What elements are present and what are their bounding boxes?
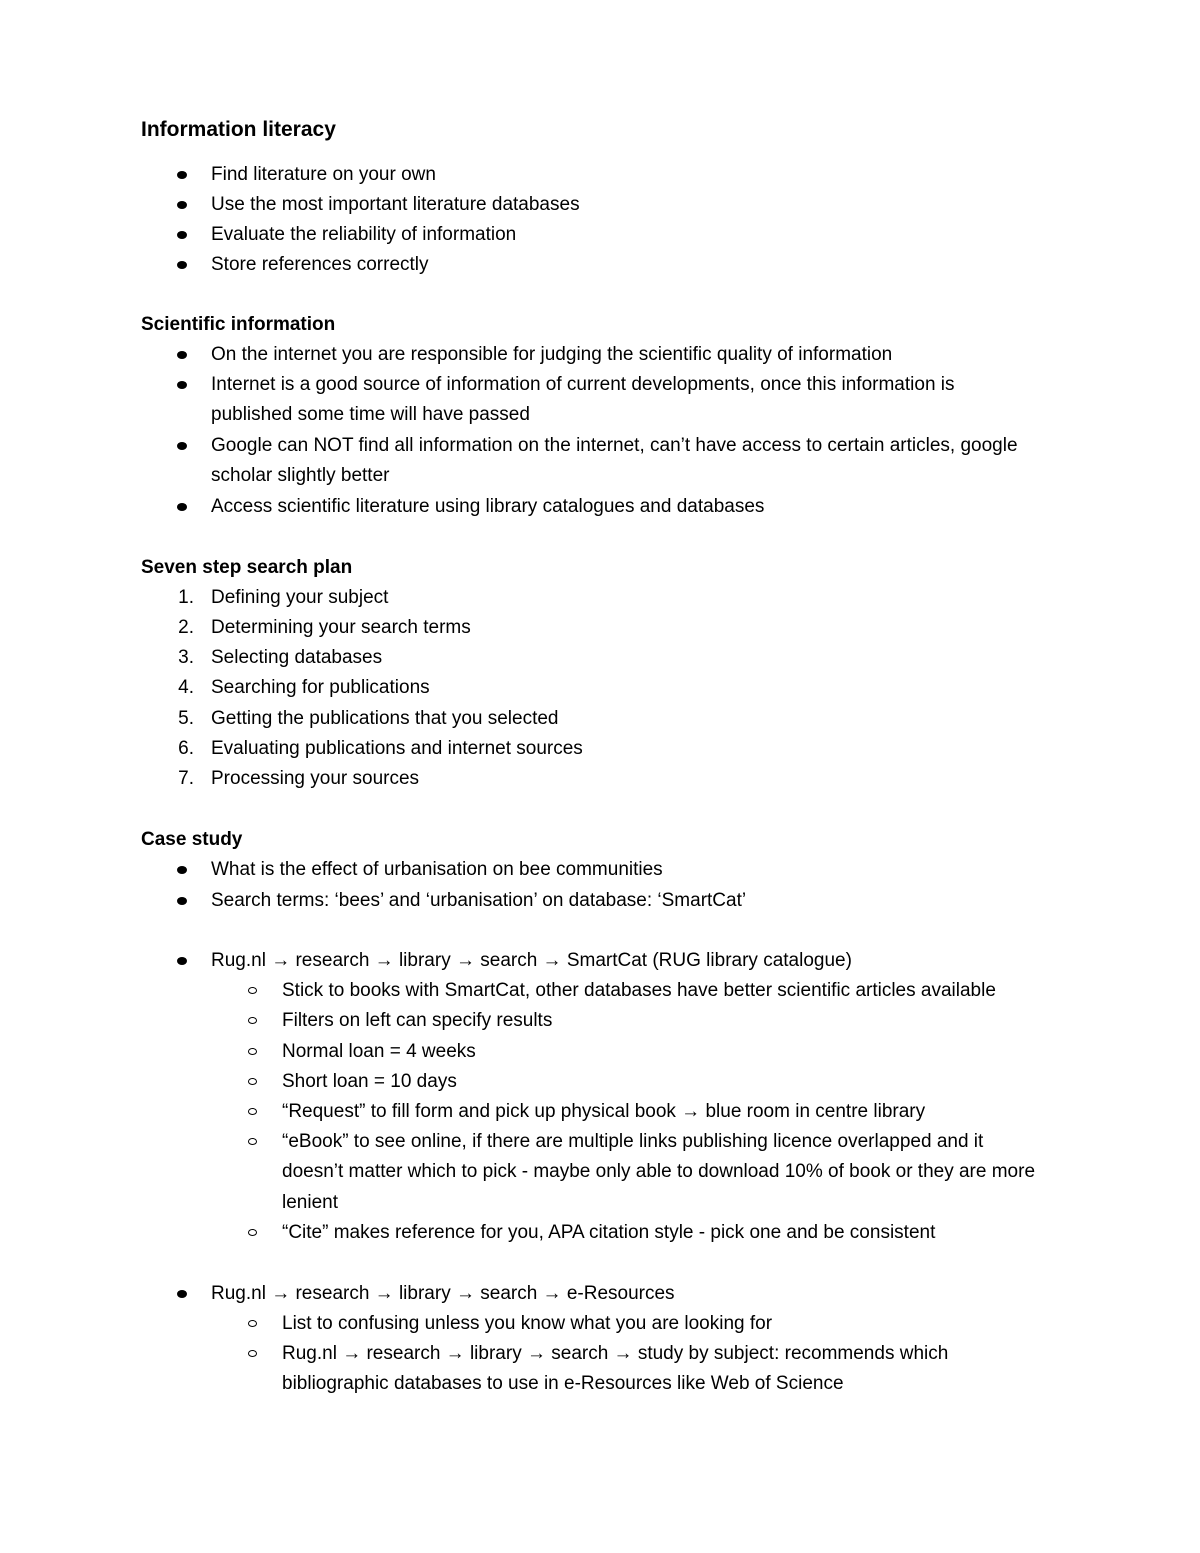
hollow-bullet-icon xyxy=(248,1048,257,1055)
bullet-icon xyxy=(177,351,187,359)
bullet-icon xyxy=(177,442,187,450)
hollow-bullet-icon xyxy=(248,1320,257,1327)
bullet-icon xyxy=(177,503,187,511)
document-page: Information literacy Find literature on your own Use the most important literature databases Evaluate the reliability of information Store references correctly Scientific information On the internet you are responsible for judging the scientific quality of information Internet is a good source of information of current developments, once this information is published some time will have passed Google can NOT find all information on the internet, can’t have access to certain articles, google scholar slightly better Access scientific literature using library catalogues and databases Seven step search plan 1. Defining your subject 2. Determining your search terms 3. Selecting databases 4. Searching for publications 5. Getting the publications that you selected 6. Evaluating publications and internet sources 7. Processing your sources Case study What is the effect of urbanisation on bee communities Search terms: ‘bees’ and ‘urbanisation’ on database: ‘SmartCat’ Rug.nl → research → library → search → SmartCat (RUG library catalogue) Stick to books with SmartCat, other databases have better scientific articles available Filters on left can specify results Normal loan = 4 weeks Short loan = 10 days “Request” to fill form and pick up physical book → blue room in centre library “eBook” to see online, if there are multiple links publishing licence overlapped and it doesn’t matter which to pick - maybe only able to download 10% of book or they are more lenient “Cite” makes reference for you, APA citation style - pick one and be consistent Rug.nl → research → library → search → e-Resources List to confusing unless you know what you are looking for Rug.nl → research → library → search → study by subject: recommends which bibliographic databases to use in e-Resources like Web of Science xyxy=(141,118,1036,1395)
list-number: 7. xyxy=(178,768,194,789)
list-number: 2. xyxy=(178,617,194,638)
hollow-bullet-icon xyxy=(248,1350,257,1357)
hollow-bullet-icon xyxy=(248,1108,257,1115)
bullet-icon xyxy=(177,381,187,389)
page-title: Information literacy xyxy=(141,118,336,141)
bullet-icon xyxy=(177,171,187,179)
bullet-icon xyxy=(177,866,187,874)
bullet-icon xyxy=(177,897,187,905)
bullet-icon xyxy=(177,261,187,269)
hollow-bullet-icon xyxy=(248,1017,257,1024)
section-heading-seven-step-search-plan: Seven step search plan xyxy=(141,557,353,578)
list-number: 5. xyxy=(178,708,194,729)
bullet-icon xyxy=(177,201,187,209)
hollow-bullet-icon xyxy=(248,987,257,994)
list-number: 4. xyxy=(178,677,194,698)
bullet-icon xyxy=(177,1290,187,1298)
list-number: 6. xyxy=(178,738,194,759)
list-number: 1. xyxy=(178,587,194,608)
hollow-bullet-icon xyxy=(248,1229,257,1236)
section-heading-scientific-information: Scientific information xyxy=(141,314,336,335)
bullet-icon xyxy=(177,231,187,239)
hollow-bullet-icon xyxy=(248,1078,257,1085)
section-heading-case-study: Case study xyxy=(141,829,243,850)
hollow-bullet-icon xyxy=(248,1138,257,1145)
list-number: 3. xyxy=(178,647,194,668)
bullet-icon xyxy=(177,957,187,965)
